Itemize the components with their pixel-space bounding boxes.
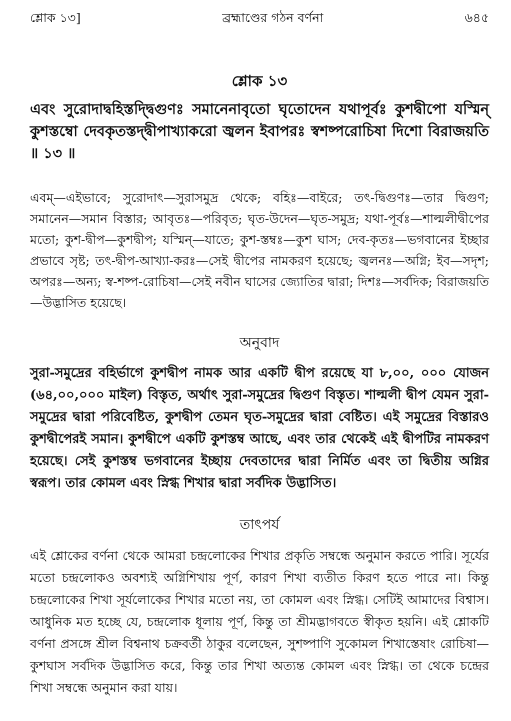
header-verse-ref: শ্লোক ১৩] xyxy=(30,10,81,25)
running-header xyxy=(30,10,489,30)
verse-text: এবং সুরোদাদ্বহিস্তদ্দ্বিগুণঃ সমানেনাবৃতো ঘৃতোদেন যথাপূর্বঃ কুশদ্বীপো যস্মিন্ কুশস্তম্বো দেবকৃতস্তদ্দ্বীপাখ্যাকরো জ্বলন ইবাপরঃ স্বশষ্পরোচিষা দিশো বিরাজয়তি ॥ ১৩ ॥ xyxy=(30,101,489,162)
translation-heading: অনুবাদ xyxy=(239,335,280,351)
header-page-number: ৬৪৫ xyxy=(464,10,489,25)
verse-title: শ্লোক ১৩ xyxy=(231,72,288,90)
purport-paragraph: এই শ্লোকের বর্ণনা থেকে আমরা চন্দ্রলোকের শিখার প্রকৃতি সম্বন্ধে অনুমান করতে পারি। সূর্যের মতো চন্দ্রলোকও অবশ্যই অগ্নিশিখায় পূর্ণ, কারণ শিখা ব্যতীত কিরণ হতে পারে না। কিন্তু চন্দ্রলোকের শিখা সূর্যলোকের শিখার মতো নয়, তা কোমল এবং স্নিগ্ধ। সেটিই আমাদের বিশ্বাস। আধুনিক মত হচ্ছে যে, চন্দ্রলোক ধূলায় পূর্ণ, কিন্তু তা শ্রীমদ্ভাগবতে স্বীকৃত হয়নি। এই শ্লোকটি বর্ণনা প্রসঙ্গে শ্রীল বিশ্বনাথ চক্রবর্তী ঠাকুর বলেছেন, সুশষ্পাণি সুকোমল শিখাস্তেষাং রোচিষা—কুশঘাস সর্বদিক উদ্ভাসিত করে, কিন্তু তার শিখা অত্যন্ত কোমল এবং স্নিগ্ধ। তা থেকে চন্দ্রের শিখা সম্বন্ধে অনুমান করা যায়। xyxy=(30,548,489,695)
translation-paragraph: সুরা-সমুদ্রের বহির্ভাগে কুশদ্বীপ নামক আর একটি দ্বীপ রয়েছে যা ৮,০০, ০০০ যোজন (৬৪,০০,০০০ মাইল) বিস্তৃত, অর্থাৎ সুরা-সমুদ্রের দ্বিগুণ বিস্তৃত। শাল্মলী দ্বীপ যেমন সুরা-সমুদ্রের দ্বারা পরিবেষ্টিত, কুশদ্বীপ তেমন ঘৃত-সমুদ্রের দ্বারা বেষ্টিত। এই সমুদ্রের বিস্তারও কুশদ্বীপেরই সমান। কুশদ্বীপে একটি কুশস্তম্ব আছে, এবং তার থেকেই এই দ্বীপটির নামকরণ হয়েছে। সেই কুশস্তম্ব ভগবানের ইচ্ছায় দেবতাদের দ্বারা নির্মিত এবং তা দ্বিতীয় অগ্নির স্বরূপ। তার কোমল এবং স্নিগ্ধ শিখার দ্বারা সর্বদিক উদ্ভাসিত। xyxy=(30,366,489,491)
purport-heading: তাৎপর্য xyxy=(239,517,280,533)
synonyms-paragraph: এবম্—এইভাবে; সুরোদাৎ—সুরাসমুদ্র থেকে; বহিঃ—বাইরে; তৎ-দ্বিগুণঃ—তার দ্বিগুণ; সমানেন—সমান বিস্তার; আবৃতঃ—পরিবৃত; ঘৃত-উদেন—ঘৃত-সমুদ্র; যথা-পূর্বঃ—শাল্মলীদ্বীপের মতো; কুশ-দ্বীপ—কুশদ্বীপ; যস্মিন্—যাতে; কুশ-স্তম্বঃ—কুশ ঘাস; দেব-কৃতঃ—ভগবানের ইচ্ছার প্রভাবে সৃষ্ট; তৎ-দ্বীপ-আখ্যা-করঃ—সেই দ্বীপের নামকরণ হয়েছে; জ্বলনঃ—অগ্নি; ইব—সদৃশ; অপরঃ—অন্য; স্ব-শষ্প-রোচিষা—সেই নবীন ঘাসের জ্যোতির দ্বারা; দিশঃ—সর্বদিক; বিরাজয়তি—উদ্ভাসিত হয়েছে। xyxy=(30,190,489,310)
header-chapter-title: ব্রহ্মাণ্ডের গঠন বর্ণনা xyxy=(222,10,324,25)
